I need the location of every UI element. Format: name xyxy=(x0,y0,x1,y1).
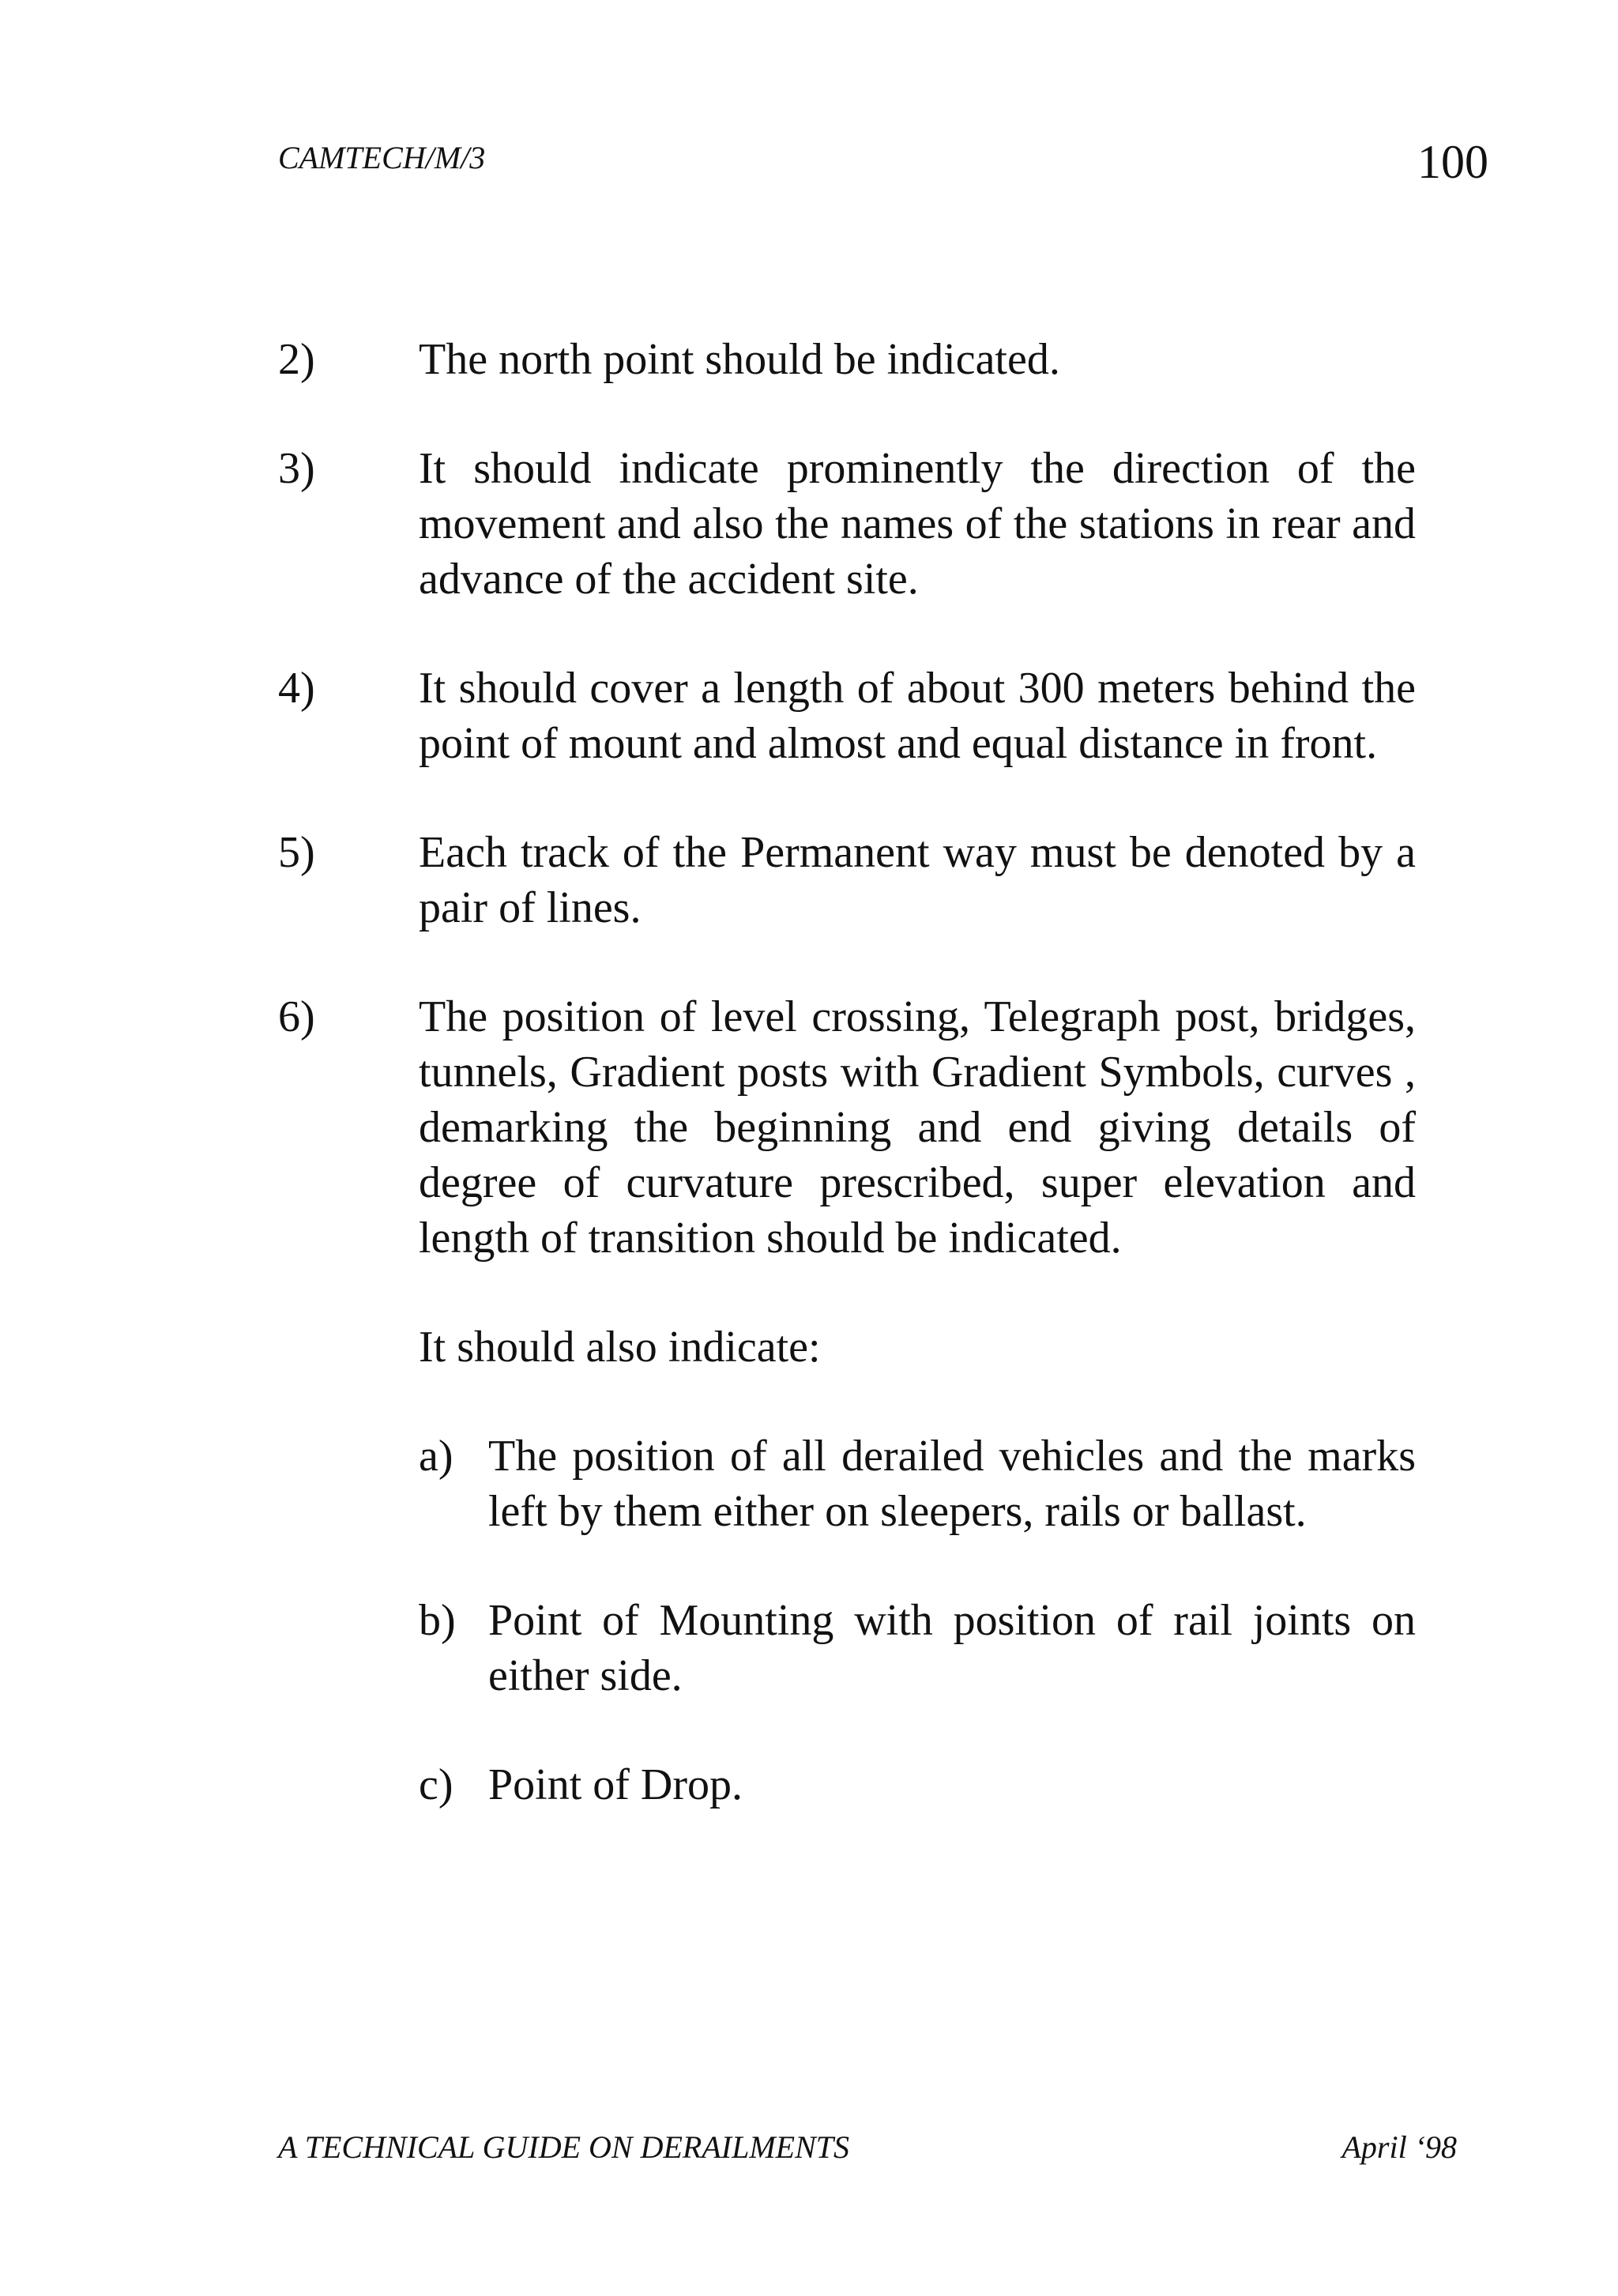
footer-title: A TECHNICAL GUIDE ON DERAILMENTS xyxy=(278,2129,850,2165)
item-number: 6) xyxy=(278,992,315,1041)
also-indicate-heading: It should also indicate: xyxy=(419,1323,821,1372)
item-text: The position of level crossing, Telegraph post, bridges, tunnels, Gradient posts with Gradient Symbols, curves , demarking the beginning and end giving details of degree of curvature prescribed, super elevation and length of transition should be indicated. xyxy=(419,992,1416,1263)
list-item xyxy=(278,989,1416,1266)
sub-item-text: Point of Mounting with position of rail joints on either side. xyxy=(488,1596,1416,1700)
list-item xyxy=(278,441,1416,607)
document-code: CAMTECH/M/3 xyxy=(278,140,486,175)
sub-item-text: Point of Drop. xyxy=(488,1760,743,1809)
sub-list-item xyxy=(419,1757,1416,1812)
sub-item-text: The position of all derailed vehicles and the marks left by them either on sleepers, rails or ballast. xyxy=(488,1432,1416,1536)
item-number: 4) xyxy=(278,664,315,713)
list-item xyxy=(278,825,1416,935)
item-text: The north point should be indicated. xyxy=(419,335,1060,384)
item-text: It should cover a length of about 300 meters behind the point of mount and almost and equal distance in front. xyxy=(419,664,1416,768)
item-text: It should indicate prominently the direction of the movement and also the names of the stations in rear and advance of the accident site. xyxy=(419,444,1416,604)
page-body xyxy=(278,332,1416,1866)
sub-item-letter: a) xyxy=(419,1432,453,1481)
footer-date: April ‘98 xyxy=(1341,2129,1457,2165)
item-number: 2) xyxy=(278,335,315,384)
list-item xyxy=(278,332,1416,387)
item-text: Each track of the Permanent way must be denoted by a pair of lines. xyxy=(419,828,1416,932)
item-number: 5) xyxy=(278,828,315,877)
sub-item-letter: b) xyxy=(419,1596,456,1645)
sub-list-item xyxy=(419,1593,1416,1703)
page-number: 100 xyxy=(1417,136,1488,188)
sub-item-letter: c) xyxy=(419,1760,453,1809)
sub-list-item xyxy=(419,1428,1416,1539)
list-item xyxy=(278,661,1416,771)
item-number: 3) xyxy=(278,444,315,493)
